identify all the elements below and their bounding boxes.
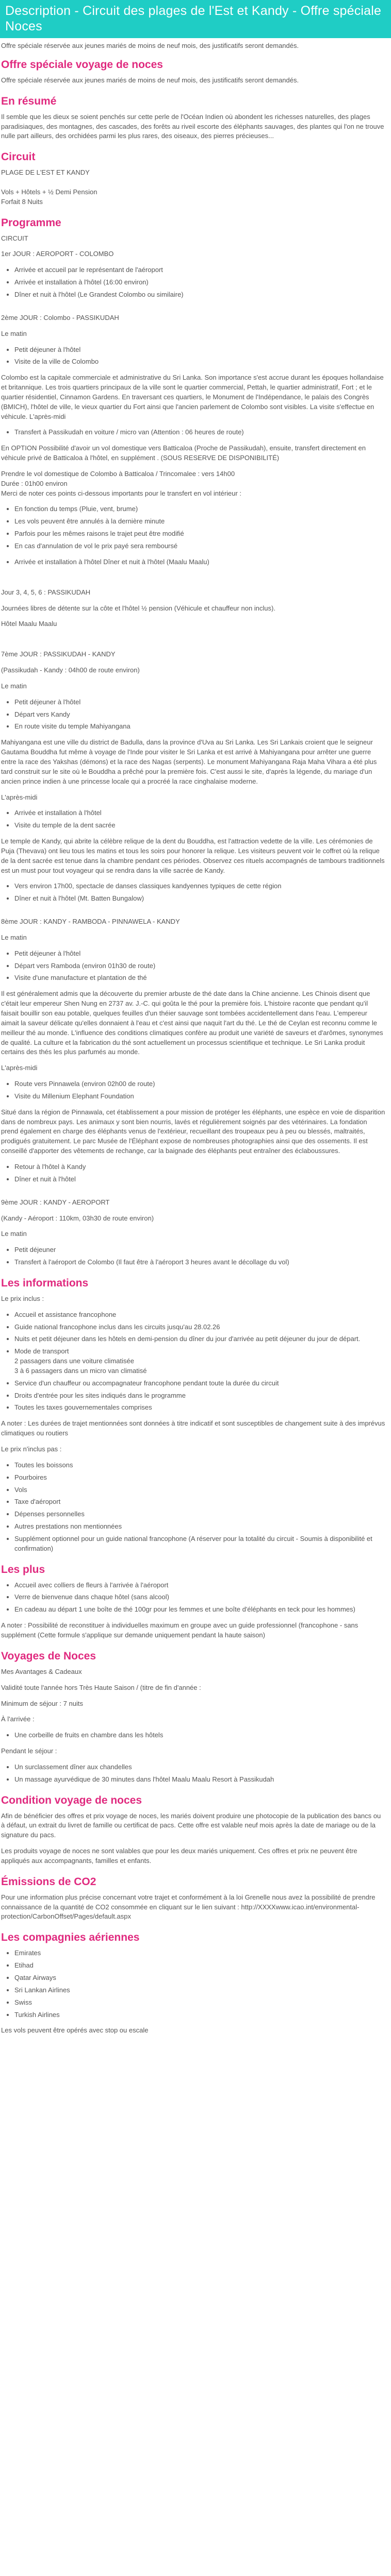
honeymoon-heading: Voyages de Noces bbox=[1, 1650, 96, 1662]
list-item: • Un surclassement dîner aux chandelles bbox=[14, 1762, 386, 1772]
day-text: Il est généralement admis que la découverte du premier arbuste de thé date dans la Chine ancienne. Les Chinois disent que c'était leur empereur Shen Nung en 2737 av. J.-C. qui goûta le thé pour la première fois. L'histoire raconte que pendant qu'il faisait bouillir son eau potable, quelques feuilles d'un théier sauvage sont tombées accidentellement dans l'eau. L'empereur aimait la saveur délicate qu'elles donnaient à l'eau et c'est ainsi que naquit l'art du thé. Le thé de Ceylan est reconnu comme le meilleur thé au monde. L'influence des conditions climatiques confère au produit une variété de saveurs et d'arômes, synonymes de qualité. La culture et la fabrication du thé sont actuellement un processus scientifique et technique. Le Sri Lanka produit certains des thés les plus parfumés au monde. bbox=[1, 990, 383, 1056]
day-hotel: Hôtel Maalu Maalu bbox=[1, 620, 57, 628]
list-item: • Visite de la ville de Colombo bbox=[14, 357, 386, 367]
airlines-heading: Les compagnies aériennes bbox=[1, 1931, 140, 1944]
day-list bbox=[1, 504, 386, 551]
day-list bbox=[1, 428, 386, 437]
list-item: • Toutes les boissons bbox=[14, 1461, 386, 1470]
day-text: Journées libres de détente sur la côte et l'hôtel ½ pension (Véhicule et chauffeur non inclus). bbox=[1, 604, 275, 612]
time-of-day: Le matin bbox=[1, 1230, 27, 1238]
list-item: • Etihad bbox=[14, 1961, 386, 1971]
informations-note: A noter : Les durées de trajet mentionnées sont données à titre indicatif et sont susceptibles de changement suite à des imprévus climatiques ou routiers bbox=[1, 1419, 385, 1437]
honeymoon-line: Mes Avantages & Cadeaux bbox=[1, 1667, 82, 1675]
list-item: • Droits d'entrée pour les sites indiqués dans le programme bbox=[14, 1391, 386, 1401]
day-list bbox=[1, 698, 386, 732]
list-item: • Dépenses personnelles bbox=[14, 1510, 386, 1519]
offer-heading: Offre spéciale voyage de noces bbox=[1, 58, 163, 71]
circuit-line: Vols + Hôtels + ½ Demi Pension bbox=[1, 188, 97, 196]
main-content bbox=[0, 41, 391, 2052]
circuit-lines bbox=[1, 168, 386, 207]
page-title: Description - Circuit des plages de l'Est et Kandy - Offre spéciale Noces bbox=[0, 0, 391, 38]
list-item: • En cadeau au départ 1 une boîte de thé 100gr pour les femmes et une boîte d'éléphants en teck pour les hommes) bbox=[14, 1605, 386, 1615]
day-list bbox=[1, 265, 386, 300]
list-item: • En fonction du temps (Pluie, vent, brume) bbox=[14, 504, 386, 514]
plus-heading: Les plus bbox=[1, 1563, 45, 1575]
conditions-text: Les produits voyage de noces ne sont valables que pour les deux mariés uniquement. Ces offres et prix ne peuvent être appliqués aux accompagnants, familles et enfants. bbox=[1, 1847, 357, 1865]
list-item: • Accueil avec colliers de fleurs à l'arrivée à l'aéroport bbox=[14, 1581, 386, 1590]
list-item: • Parfois pour les mêmes raisons le trajet peut être modifié bbox=[14, 529, 386, 539]
time-of-day: L'après-midi bbox=[1, 1064, 38, 1072]
list-item: • Accueil et assistance francophone bbox=[14, 1310, 386, 1320]
co2-heading: Émissions de CO2 bbox=[1, 1875, 96, 1888]
circuit-heading: Circuit bbox=[1, 151, 36, 163]
time-of-day: Le matin bbox=[1, 933, 27, 941]
plus-note: A noter : Possibilité de reconstituer à individuelles maximum en groupe avec un guide professionnel (francophone - sans supplément (Cette formule s'applique sur demande uniquement pendant la haute saison) bbox=[1, 1621, 359, 1639]
list-item: • Les vols peuvent être annulés à la dernière minute bbox=[14, 517, 386, 527]
day-title: 9ème JOUR : KANDY - AEROPORT bbox=[1, 1198, 110, 1206]
list-item: • Pourboires bbox=[14, 1473, 386, 1483]
day-list bbox=[1, 1162, 386, 1184]
time-of-day: L'après-midi bbox=[1, 793, 38, 801]
list-item: • En cas d'annulation de vol le prix payé sera remboursé bbox=[14, 541, 386, 551]
plus-list bbox=[1, 1581, 386, 1615]
circuit-line: Forfait 8 Nuits bbox=[1, 197, 43, 206]
list-item: • Supplément optionnel pour un guide national francophone (A réserver pour la totalité du circuit - Soumis à disponibilité et confirmation) bbox=[14, 1534, 386, 1554]
list-item: • Transfert à l'aéroport de Colombo (Il faut être à l'aéroport 3 heures avant le décollage du vol) bbox=[14, 1258, 386, 1267]
programme-heading: Programme bbox=[1, 216, 61, 229]
day-text: Colombo est la capitale commerciale et administrative du Sri Lanka. Son importance s'est accrue durant les époques hollandaise et britannique. Les trois quartiers principaux de la ville sont le quartier commercial, Pettah, le quartier administratif, Fort ; et le quartier résidentiel, Cinnamon Gardens. En traversant ces quartiers, le Monument de l'Indépendance, le palais des Congrès (BMICH), l'hôtel de ville, le vieux quartier du Fort ainsi que l'ancien parlement de Colombo sont visibles. La visite s'effectue en véhicule. L'après-midi bbox=[1, 374, 384, 420]
list-item: • Départ vers Ramboda (environ 01h30 de route) bbox=[14, 961, 386, 971]
list-item: • Visite du temple de la dent sacrée bbox=[14, 821, 386, 831]
time-of-day: Le matin bbox=[1, 682, 27, 690]
price-excludes-label: Le prix n'inclus pas : bbox=[1, 1445, 62, 1453]
list-item: • Visite d'une manufacture et plantation de thé bbox=[14, 973, 386, 983]
list-item: • Dîner et nuit à l'hôtel (Le Grandest Colombo ou similaire) bbox=[14, 290, 386, 300]
stay-list bbox=[1, 1762, 386, 1785]
list-item: • Autres prestations non mentionnées bbox=[14, 1522, 386, 1532]
list-item: • Arrivée et installation à l'hôtel (16:00 environ) bbox=[14, 278, 386, 287]
day-text: Mahiyangana est une ville du district de Badulla, dans la province d'Uva au Sri Lanka. Les Sri Lankais croient que le seigneur Gautama Bouddha fut même à voyage de l'Inde pour visiter le Sri Lanka et est arrivé à Mahiyangana pour arrêter une guerre entre la race des Yakshas (démons) et la race des Nagas (serpents). Le monument Mahiyangana Raja Maha Vihara a été plus tard construit sur le site où le Bouddha a prêché pour la première fois. C'est aussi le site, d'après la légende, du mariage d'un ancien prince indien à une princesse locale qui a procréé la race cinghalaise moderne. bbox=[1, 738, 377, 785]
list-item: • Départ vers Kandy bbox=[14, 710, 386, 720]
list-item: • Sri Lankan Airlines bbox=[14, 1986, 386, 1995]
list-item: • Vers environ 17h00, spectacle de danses classiques kandyennes typiques de cette région bbox=[14, 882, 386, 891]
day-subtitle: (Passikudah - Kandy : 04h00 de route environ) bbox=[1, 666, 140, 674]
list-item: • Visite du Millenium Elephant Foundation bbox=[14, 1092, 386, 1101]
summary-heading: En résumé bbox=[1, 95, 57, 107]
day-list bbox=[1, 345, 386, 367]
day-list bbox=[1, 808, 386, 831]
list-item: • Dîner et nuit à l'hôtel (Mt. Batten Bungalow) bbox=[14, 894, 386, 904]
day-text: Prendre le vol domestique de Colombo à Batticaloa / Trincomalee : vers 14h00 Durée : 01h00 environ Merci de noter ces points ci-dessous importants pour le transfert en vol intérieur : bbox=[1, 469, 242, 497]
informations-heading: Les informations bbox=[1, 1277, 89, 1289]
list-item: • Une corbeille de fruits en chambre dans les hôtels bbox=[14, 1731, 386, 1740]
list-item: • En route visite du temple Mahiyangana bbox=[14, 722, 386, 732]
list-item: • Arrivée et accueil par le représentant de l'aéroport bbox=[14, 265, 386, 275]
list-item: • Service d'un chauffeur ou accompagnateur francophone pendant toute la durée du circuit bbox=[14, 1379, 386, 1388]
day-title: 7ème JOUR : PASSIKUDAH - KANDY bbox=[1, 650, 116, 658]
list-item: • Arrivée et installation à l'hôtel Dîner et nuit à l'hôtel (Maalu Maalu) bbox=[14, 557, 386, 567]
circuit-line: PLAGE DE L'EST ET KANDY bbox=[1, 168, 90, 177]
honeymoon-line: Validité toute l'année hors Très Haute Saison / (titre de fin d'année : bbox=[1, 1683, 201, 1691]
list-item: • Retour à l'hôtel à Kandy bbox=[14, 1162, 386, 1172]
conditions-heading: Condition voyage de noces bbox=[1, 1794, 142, 1806]
list-item: • Vols bbox=[14, 1485, 386, 1495]
day-text: Situé dans la région de Pinnawala, cet établissement a pour mission de protéger les éléphants, une espèce en voie de disparition dans de nombreux pays. Les animaux y sont bien nourris, lavés et régulièrement soignés par des vétérinaires. La fondation prend également en charge des éléphants venus de l'extérieur, recueillant des troupeaux peu à peu ou blessés, maltraités, prodigués gratuitement. Le parc Musée de l'Éléphant expose de nombreuses photographies ainsi que des ossements. Il est conseillé d'apporter des vêtements de rechange, car la baignade des éléphants peut entraîner des éclaboussures. bbox=[1, 1108, 385, 1155]
list-item: • Transfert à Passikudah en voiture / micro van (Attention : 06 heures de route) bbox=[14, 428, 386, 437]
price-includes-label: Le prix inclus : bbox=[1, 1294, 44, 1302]
day-text: Le temple de Kandy, qui abrite la célèbre relique de la dent du Bouddha, est l'attraction vedette de la ville. Les cérémonies de Puja (Thevava) ont lieu tous les matins et tous les soirs pour honorer la relique. Les visiteurs peuvent voir le coffret où la relique de la dent sacrée est tenue dans la chambre pendant ces périodes. Observez ces rituels accompagnés de tambours traditionnels est un must pour tout voyageur qui se rendra dans la ville sacrée de Kandy. bbox=[1, 837, 385, 874]
list-item: • Un massage ayurvédique de 30 minutes dans l'hôtel Maalu Maalu Resort à Passikudah bbox=[14, 1775, 386, 1785]
list-item: • Route vers Pinnawela (environ 02h00 de route) bbox=[14, 1079, 386, 1089]
day-list bbox=[1, 949, 386, 984]
list-item: • Emirates bbox=[14, 1948, 386, 1958]
airlines-list bbox=[1, 1948, 386, 2020]
summary-text: Il semble que les dieux se soient penchés sur cette perle de l'Océan Indien où abondent les richesses naturelles, des plages paradisiaques, des montagnes, des cascades, des forêts au riveil escorte des éléphants sauvages, des plantes qui l'on ne trouve nulle part ailleurs, des orchidées parmi les plus rares, des oiseaux, des pierres précieuses... bbox=[1, 112, 384, 140]
list-item: • Guide national francophone inclus dans les circuits jusqu'au 28.02.26 bbox=[14, 1323, 386, 1332]
list-item: • Nuits et petit déjeuner dans les hôtels en demi-pension du dîner du jour d'arrivée au petit déjeuner du jour de départ. bbox=[14, 1334, 386, 1344]
day-title: Jour 3, 4, 5, 6 : PASSIKUDAH bbox=[1, 588, 91, 596]
honeymoon-line: Minimum de séjour : 7 nuits bbox=[1, 1699, 83, 1707]
arrival-list bbox=[1, 1731, 386, 1740]
list-item: • Verre de bienvenue dans chaque hôtel (sans alcool) bbox=[14, 1592, 386, 1602]
list-item: • Petit déjeuner à l'hôtel bbox=[14, 949, 386, 959]
programme-subtitle: CIRCUIT bbox=[1, 234, 28, 242]
excludes-list bbox=[1, 1461, 386, 1554]
offer-text: Offre spéciale réservée aux jeunes mariés de moins de neuf mois, des justificatifs seront demandés. bbox=[1, 76, 299, 84]
day-list bbox=[1, 1079, 386, 1101]
day-text: En OPTION Possibilité d'avoir un vol domestique vers Batticaloa (Proche de Passikudah), ensuite, transfert directement en véhicule privé de Batticaloa à l'hôtel, en supplément . (SOUS RESERVE DE DISPONIBILITÉ) bbox=[1, 444, 366, 462]
conditions-text: Afin de bénéficier des offres et prix voyage de noces, les mariés doivent produire une photocopie de la publication des bancs ou à défaut, un extrait du livret de famille ou certificat de pacs. Cette offre est valable neuf mois après la date de mariage ou de la signature du pacs. bbox=[1, 1811, 381, 1839]
list-item: • Dîner et nuit à l'hôtel bbox=[14, 1175, 386, 1184]
list-item: • Turkish Airlines bbox=[14, 2010, 386, 2020]
day-title: 8ème JOUR : KANDY - RAMBODA - PINNAWELA - KANDY bbox=[1, 918, 180, 926]
list-item: • Petit déjeuner à l'hôtel bbox=[14, 698, 386, 707]
list-item: • Toutes les taxes gouvernementales comprises bbox=[14, 1403, 386, 1413]
day-subtitle: (Kandy - Aéroport : 110km, 03h30 de route environ) bbox=[1, 1214, 154, 1222]
time-of-day: Le matin bbox=[1, 329, 27, 337]
day-list bbox=[1, 557, 386, 567]
includes-list bbox=[1, 1310, 386, 1413]
day-list bbox=[1, 1245, 386, 1267]
day-title: 1er JOUR : AEROPORT - COLOMBO bbox=[1, 250, 114, 258]
arrival-label: À l'arrivée : bbox=[1, 1715, 35, 1723]
co2-text: Pour une information plus précise concernant votre trajet et conformément à la loi Grenelle nous avez la possibilité de prendre connaissance de la quantité de CO2 consommée en cliquant sur le lien suivant : http://XXXXwww.icao.int/environmental-protection/CarbonOffset/Pages/default.aspx bbox=[1, 1893, 376, 1921]
airlines-footer: Les vols peuvent être opérés avec stop ou escale bbox=[1, 2026, 149, 2035]
day-title: 2ème JOUR : Colombo - PASSIKUDAH bbox=[1, 313, 119, 321]
list-item: • Qatar Airways bbox=[14, 1973, 386, 1983]
list-item: • Petit déjeuner bbox=[14, 1245, 386, 1255]
day-list bbox=[1, 882, 386, 904]
intro-text: Offre spéciale réservée aux jeunes mariés de moins de neuf mois, des justificatifs seront demandés. bbox=[1, 42, 299, 49]
list-item: • Mode de transport 2 passagers dans une voiture climatisée 3 à 6 passagers dans un micro van climatisé bbox=[14, 1347, 386, 1376]
list-item: • Arrivée et installation à l'hôtel bbox=[14, 808, 386, 818]
stay-label: Pendant le séjour : bbox=[1, 1747, 57, 1755]
list-item: • Petit déjeuner à l'hôtel bbox=[14, 345, 386, 355]
list-item: • Taxe d'aéroport bbox=[14, 1497, 386, 1507]
list-item: • Swiss bbox=[14, 1998, 386, 2008]
